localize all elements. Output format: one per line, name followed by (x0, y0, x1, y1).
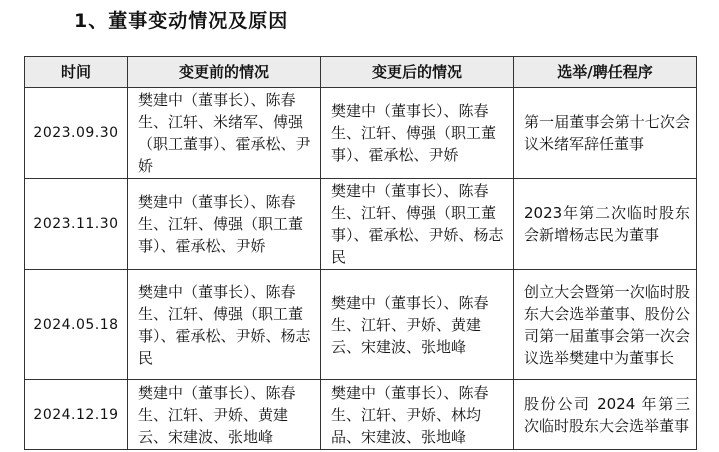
table-row (25, 380, 697, 450)
cell-after: 樊建中（董事长）、陈春生、江轩、傅强（职工董事）、霍承松、尹娇、杨志民 (321, 179, 514, 270)
cell-before: 樊建中（董事长）、陈春生、江轩、傅强（职工董事）、霍承松、尹娇、杨志民 (128, 270, 321, 380)
cell-procedure: 2023年第二次临时股东会新增杨志民为董事 (514, 179, 697, 270)
table-row (25, 88, 697, 179)
cell-date: 2023.11.30 (25, 179, 128, 270)
cell-procedure: 第一届董事会第十七次会议米绪军辞任董事 (514, 88, 697, 179)
cell-after: 樊建中（董事长）、陈春生、江轩、尹娇、林均品、宋建波、张地峰 (321, 380, 514, 450)
table-row (25, 179, 697, 270)
cell-before: 樊建中（董事长）、陈春生、江轩、尹娇、黄建云、宋建波、张地峰 (128, 380, 321, 450)
cell-before: 樊建中（董事长）、陈春生、江轩、傅强（职工董事）、霍承松、尹娇 (128, 179, 321, 270)
header-procedure: 选举/聘任程序 (514, 57, 697, 88)
cell-before: 樊建中（董事长）、陈春生、江轩、米绪军、傅强（职工董事）、霍承松、尹娇 (128, 88, 321, 179)
header-time: 时间 (25, 57, 128, 88)
cell-date: 2023.09.30 (25, 88, 128, 179)
cell-date: 2024.05.18 (25, 270, 128, 380)
table-row (25, 270, 697, 380)
header-after: 变更后的情况 (321, 57, 514, 88)
cell-after: 樊建中（董事长）、陈春生、江轩、尹娇、黄建云、宋建波、张地峰 (321, 270, 514, 380)
section-heading: 1、董事变动情况及原因 (74, 10, 289, 32)
cell-date: 2024.12.19 (25, 380, 128, 450)
header-before: 变更前的情况 (128, 57, 321, 88)
table-header-row (25, 57, 697, 88)
director-change-table (24, 56, 697, 450)
cell-after: 樊建中（董事长）、陈春生、江轩、傅强（职工董事）、霍承松、尹娇 (321, 88, 514, 179)
cell-procedure: 股份公司 2024 年第三次临时股东大会选举董事 (514, 380, 697, 450)
cell-procedure: 创立大会暨第一次临时股东大会选举董事、股份公司第一届董事会第一次会议选举樊建中为董事长 (514, 270, 697, 380)
